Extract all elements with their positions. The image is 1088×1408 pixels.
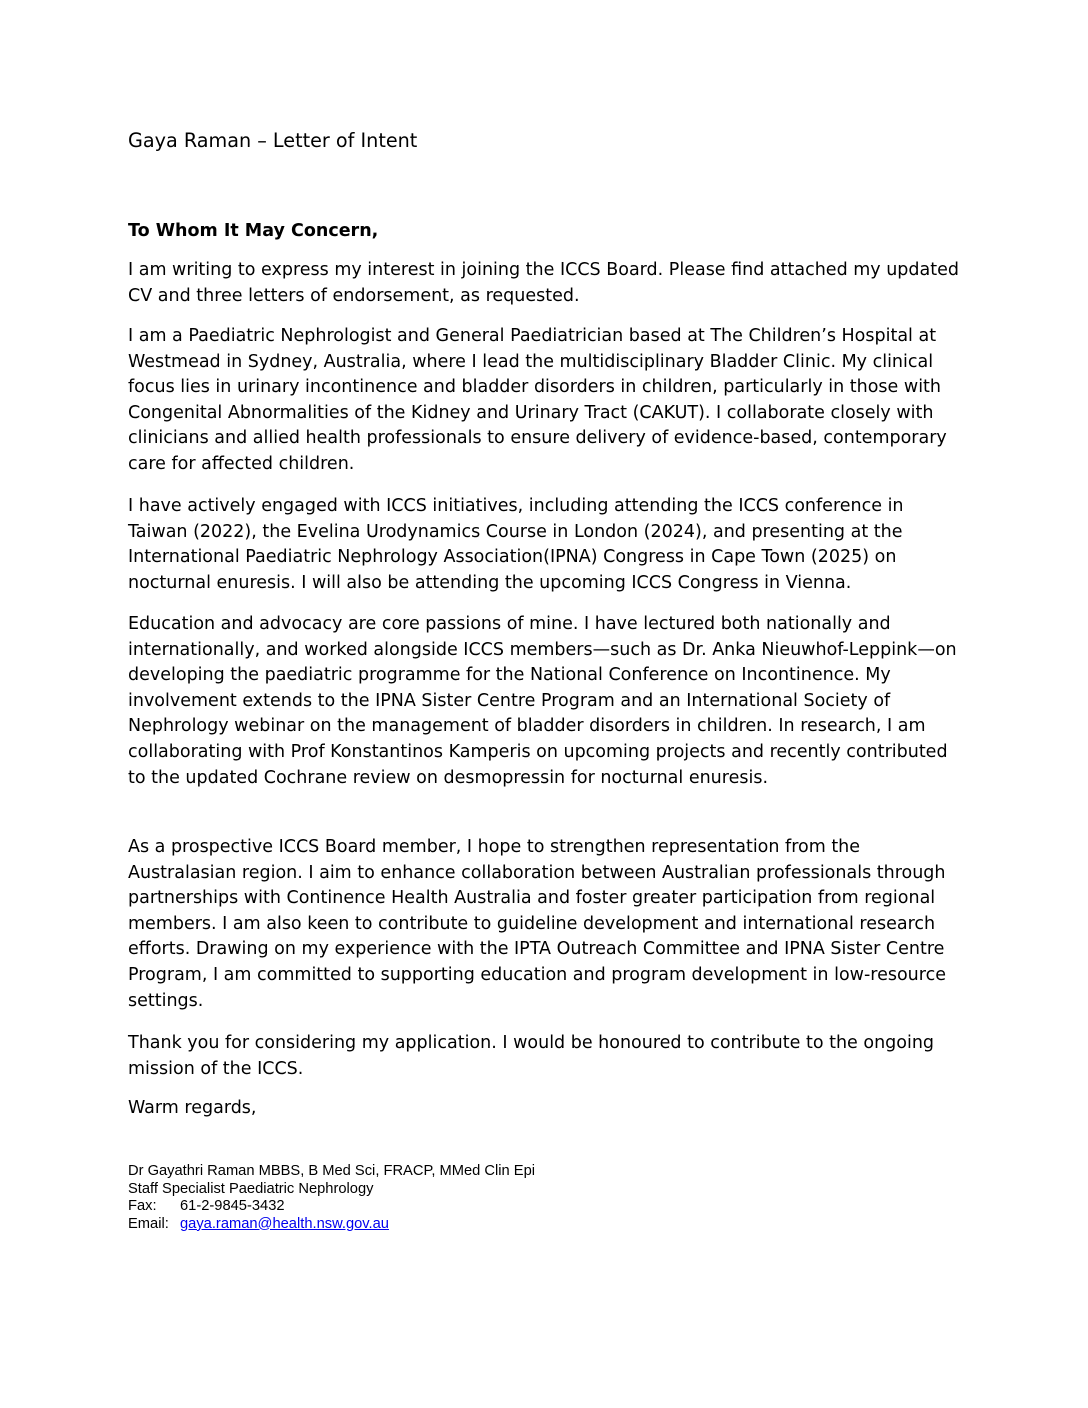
signature-fax: [128, 1198, 828, 1216]
closing: Warm regards,: [128, 1098, 257, 1118]
paragraph-background: I am a Paediatric Nephrologist and General Paediatrician based at The Children’s Hospital at Westmead in Sydney, Australia, where I lead the multidisciplinary Bladder Clinic. My clinical focus lies in urinary incontinence and bladder disorders in children, particularly in those with Congenital Abnormalities of the Kidney and Urinary Tract (CAKUT). I collaborate closely with clinicians and allied health professionals to ensure delivery of evidence-based, contemporary care for affected children.: [128, 326, 947, 474]
paragraph-board-goals: As a prospective ICCS Board member, I hope to strengthen representation from the Australasian region. I aim to enhance collaboration between Australian professionals through partnerships with Continence Health Australia and foster greater participation from regional members. I am also keen to contribute to guideline development and international research efforts. Drawing on my experience with the IPTA Outreach Committee and IPNA Sister Centre Program, I am committed to supporting education and program development in low-resource settings.: [128, 837, 946, 1011]
email-link[interactable]: gaya.raman@health.nsw.gov.au: [180, 1215, 389, 1232]
letter-title: Gaya Raman – Letter of Intent: [128, 129, 418, 152]
email-label: Email:: [128, 1215, 169, 1232]
paragraph-thanks: Thank you for considering my application. I would be honoured to contribute to the ongoing mission of the ICCS.: [128, 1033, 935, 1079]
paragraph-intro: I am writing to express my interest in joining the ICCS Board. Please find attached my updated CV and three letters of endorsement, as requested.: [128, 260, 959, 306]
paragraph-education-advocacy: Education and advocacy are core passions of mine. I have lectured both nationally and internationally, and worked alongside ICCS members—such as Dr. Anka Nieuwhof-Leppink—on developing the paediatric programme for the National Conference on Incontinence. My involvement extends to the IPNA Sister Centre Program and an International Society of Nephrology webinar on the management of bladder disorders in children. In research, I am collaborating with Prof Konstantinos Kamperis on upcoming projects and recently contributed to the updated Cochrane review on desmopressin for nocturnal enuresis.: [128, 614, 957, 788]
signature-block: [128, 1163, 828, 1233]
fax-label: Fax:: [128, 1198, 157, 1214]
signature-name: Dr Gayathri Raman MBBS, B Med Sci, FRACP, MMed Clin Epi: [128, 1163, 536, 1179]
signature-email: [128, 1216, 828, 1234]
paragraph-iccs-engagement: I have actively engaged with ICCS initiatives, including attending the ICCS conference in Taiwan (2022), the Evelina Urodynamics Course in London (2024), and presenting at the International Paediatric Nephrology Association(IPNA) Congress in Cape Town (2025) on nocturnal enuresis. I will also be attending the upcoming ICCS Congress in Vienna.: [128, 496, 904, 593]
fax-number: 61-2-9845-3432: [180, 1198, 285, 1214]
signature-role: Staff Specialist Paediatric Nephrology: [128, 1180, 374, 1197]
salutation: To Whom It May Concern,: [128, 221, 379, 241]
